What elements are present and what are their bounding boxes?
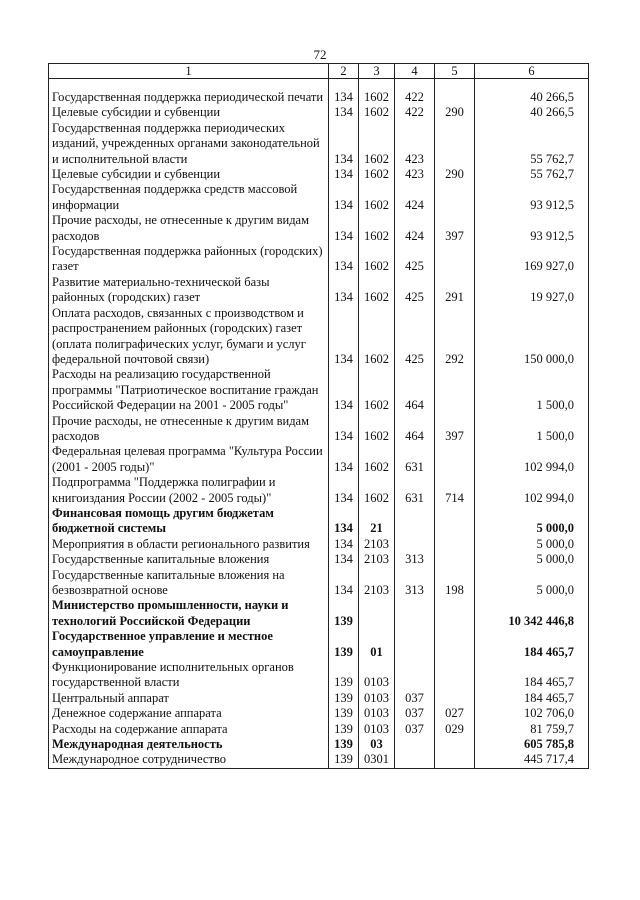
row-amount-cell: 93 912,5 [475,182,589,213]
header-gap-row [49,79,589,91]
row-name-cell: Прочие расходы, не отнесенные к другим видам расходов [49,414,329,445]
table-row [49,598,589,629]
row-expense-type-cell [435,629,475,660]
row-name-cell: Мероприятия в области регионального развития [49,537,329,552]
row-section-cell: 21 [359,506,395,537]
row-amount-cell: 1 500,0 [475,367,589,413]
table-row [49,121,589,167]
row-amount-cell: 5 000,0 [475,568,589,599]
row-amount-cell: 184 465,7 [475,660,589,691]
table-row [49,506,589,537]
row-target-cell: 313 [395,552,435,567]
row-section-cell: 1602 [359,306,395,368]
row-expense-type-cell [435,444,475,475]
row-section-cell: 2103 [359,552,395,567]
table-row [49,629,589,660]
row-expense-type-cell [435,506,475,537]
row-amount-cell: 40 266,5 [475,105,589,120]
row-code-cell: 134 [329,444,359,475]
row-amount-cell: 55 762,7 [475,167,589,182]
row-name-cell: Расходы на содержание аппарата [49,722,329,737]
row-target-cell [395,660,435,691]
row-target-cell: 037 [395,706,435,721]
table-row [49,414,589,445]
row-expense-type-cell: 714 [435,475,475,506]
row-code-cell: 139 [329,706,359,721]
row-name-cell: Федеральная целевая программа "Культура России (2001 - 2005 годы)" [49,444,329,475]
row-code-cell: 139 [329,752,359,768]
row-target-cell: 422 [395,105,435,120]
row-code-cell: 139 [329,629,359,660]
row-section-cell: 1602 [359,444,395,475]
row-target-cell [395,629,435,660]
row-target-cell: 037 [395,691,435,706]
row-code-cell: 134 [329,414,359,445]
row-code-cell: 134 [329,121,359,167]
row-amount-cell: 55 762,7 [475,121,589,167]
row-name-cell: Государственные капитальные вложения на безвозвратной основе [49,568,329,599]
row-name-cell: Функционирование исполнительных органов государственной власти [49,660,329,691]
row-name-cell: Центральный аппарат [49,691,329,706]
row-name-cell: Государственные капитальные вложения [49,552,329,567]
row-code-cell: 134 [329,506,359,537]
table-row [49,737,589,752]
column-header-6: 6 [475,64,589,79]
row-target-cell: 464 [395,414,435,445]
row-expense-type-cell [435,182,475,213]
row-code-cell: 139 [329,722,359,737]
row-expense-type-cell [435,90,475,105]
row-name-cell: Государственная поддержка периодической печати [49,90,329,105]
table-row [49,367,589,413]
row-target-cell: 037 [395,722,435,737]
row-expense-type-cell: 292 [435,306,475,368]
table-row [49,552,589,567]
row-name-cell: Прочие расходы, не отнесенные к другим видам расходов [49,213,329,244]
row-code-cell: 139 [329,691,359,706]
row-target-cell: 424 [395,213,435,244]
row-section-cell: 0103 [359,722,395,737]
column-header-1: 1 [49,64,329,79]
column-header-3: 3 [359,64,395,79]
table-row [49,752,589,768]
row-amount-cell: 19 927,0 [475,275,589,306]
row-expense-type-cell: 397 [435,213,475,244]
row-name-cell: Финансовая помощь другим бюджетам бюджетной системы [49,506,329,537]
row-target-cell: 423 [395,167,435,182]
table-row [49,213,589,244]
row-section-cell: 1602 [359,167,395,182]
table-row [49,660,589,691]
row-code-cell: 134 [329,367,359,413]
table-row [49,105,589,120]
row-target-cell [395,537,435,552]
row-target-cell [395,737,435,752]
table-row [49,691,589,706]
column-header-2: 2 [329,64,359,79]
row-amount-cell: 184 465,7 [475,691,589,706]
row-amount-cell: 5 000,0 [475,537,589,552]
row-expense-type-cell [435,367,475,413]
row-section-cell: 1602 [359,244,395,275]
row-name-cell: Денежное содержание аппарата [49,706,329,721]
row-amount-cell: 445 717,4 [475,752,589,768]
row-target-cell: 425 [395,275,435,306]
row-expense-type-cell [435,537,475,552]
table-row [49,167,589,182]
row-section-cell: 1602 [359,90,395,105]
row-target-cell: 425 [395,244,435,275]
row-expense-type-cell [435,752,475,768]
row-expense-type-cell [435,660,475,691]
row-name-cell: Государственная поддержка районных (городских) газет [49,244,329,275]
row-amount-cell: 93 912,5 [475,213,589,244]
row-expense-type-cell: 397 [435,414,475,445]
row-amount-cell: 10 342 446,8 [475,598,589,629]
row-name-cell: Подпрограмма "Поддержка полиграфии и книгоиздания России (2002 - 2005 годы)" [49,475,329,506]
budget-table [48,63,589,769]
row-target-cell [395,752,435,768]
row-expense-type-cell [435,121,475,167]
row-section-cell: 1602 [359,182,395,213]
row-section-cell: 0103 [359,691,395,706]
row-name-cell: Целевые субсидии и субвенции [49,105,329,120]
row-section-cell: 1602 [359,121,395,167]
row-code-cell: 134 [329,306,359,368]
row-section-cell: 0103 [359,706,395,721]
row-expense-type-cell: 029 [435,722,475,737]
row-expense-type-cell [435,737,475,752]
row-target-cell: 464 [395,367,435,413]
row-section-cell: 1602 [359,275,395,306]
row-expense-type-cell: 027 [435,706,475,721]
row-code-cell: 134 [329,275,359,306]
row-code-cell: 134 [329,552,359,567]
row-code-cell: 134 [329,90,359,105]
row-amount-cell: 5 000,0 [475,506,589,537]
row-section-cell: 1602 [359,367,395,413]
row-name-cell: Министерство промышленности, науки и технологий Российской Федерации [49,598,329,629]
table-row [49,182,589,213]
row-name-cell: Международная деятельность [49,737,329,752]
row-target-cell: 631 [395,475,435,506]
table-body [49,79,589,769]
column-header-5: 5 [435,64,475,79]
row-amount-cell: 184 465,7 [475,629,589,660]
row-section-cell: 0103 [359,660,395,691]
table-row [49,306,589,368]
row-amount-cell: 1 500,0 [475,414,589,445]
row-name-cell: Международное сотрудничество [49,752,329,768]
row-amount-cell: 5 000,0 [475,552,589,567]
row-amount-cell: 81 759,7 [475,722,589,737]
row-code-cell: 134 [329,568,359,599]
row-name-cell: Государственная поддержка средств массовой информации [49,182,329,213]
row-code-cell: 134 [329,182,359,213]
row-section-cell: 01 [359,629,395,660]
row-expense-type-cell: 198 [435,568,475,599]
row-code-cell: 139 [329,660,359,691]
table-row [49,568,589,599]
row-amount-cell: 169 927,0 [475,244,589,275]
row-name-cell: Развитие материально-технической базы районных (городских) газет [49,275,329,306]
row-amount-cell: 150 000,0 [475,306,589,368]
row-section-cell: 1602 [359,105,395,120]
row-amount-cell: 102 994,0 [475,475,589,506]
table-row [49,475,589,506]
row-code-cell: 134 [329,167,359,182]
row-code-cell: 134 [329,244,359,275]
table-row [49,722,589,737]
row-expense-type-cell [435,552,475,567]
column-header-4: 4 [395,64,435,79]
row-target-cell [395,506,435,537]
row-code-cell: 134 [329,537,359,552]
table-header-row [49,64,589,79]
row-expense-type-cell: 290 [435,167,475,182]
row-section-cell: 2103 [359,568,395,599]
row-section-cell: 1602 [359,414,395,445]
row-code-cell: 139 [329,598,359,629]
row-amount-cell: 102 994,0 [475,444,589,475]
row-name-cell: Государственная поддержка периодических изданий, учрежденных органами законодательной и исполнительной власти [49,121,329,167]
row-expense-type-cell: 291 [435,275,475,306]
row-expense-type-cell: 290 [435,105,475,120]
row-target-cell: 423 [395,121,435,167]
row-expense-type-cell [435,244,475,275]
row-name-cell: Государственное управление и местное самоуправление [49,629,329,660]
row-section-cell: 2103 [359,537,395,552]
table-row [49,444,589,475]
row-name-cell: Расходы на реализацию государственной программы "Патриотическое воспитание граждан Российской Федерации на 2001 - 2005 годы" [49,367,329,413]
row-section-cell: 03 [359,737,395,752]
table-row [49,244,589,275]
table-row [49,706,589,721]
row-target-cell: 425 [395,306,435,368]
row-name-cell: Целевые субсидии и субвенции [49,167,329,182]
row-section-cell: 0301 [359,752,395,768]
row-section-cell [359,598,395,629]
row-name-cell: Оплата расходов, связанных с производством и распространением районных (городских) газет (оплата полиграфических услуг, бумаги и услуг федеральной почтовой связи) [49,306,329,368]
row-target-cell: 424 [395,182,435,213]
row-amount-cell: 102 706,0 [475,706,589,721]
row-code-cell: 134 [329,213,359,244]
row-section-cell: 1602 [359,475,395,506]
row-target-cell: 313 [395,568,435,599]
table-row [49,90,589,105]
row-target-cell [395,598,435,629]
row-target-cell: 631 [395,444,435,475]
row-code-cell: 134 [329,475,359,506]
row-target-cell: 422 [395,90,435,105]
table-row [49,537,589,552]
row-code-cell: 139 [329,737,359,752]
table-row [49,275,589,306]
page-number: 72 [313,47,327,62]
row-code-cell: 134 [329,105,359,120]
row-amount-cell: 605 785,8 [475,737,589,752]
row-expense-type-cell [435,598,475,629]
row-expense-type-cell [435,691,475,706]
row-amount-cell: 40 266,5 [475,90,589,105]
row-section-cell: 1602 [359,213,395,244]
